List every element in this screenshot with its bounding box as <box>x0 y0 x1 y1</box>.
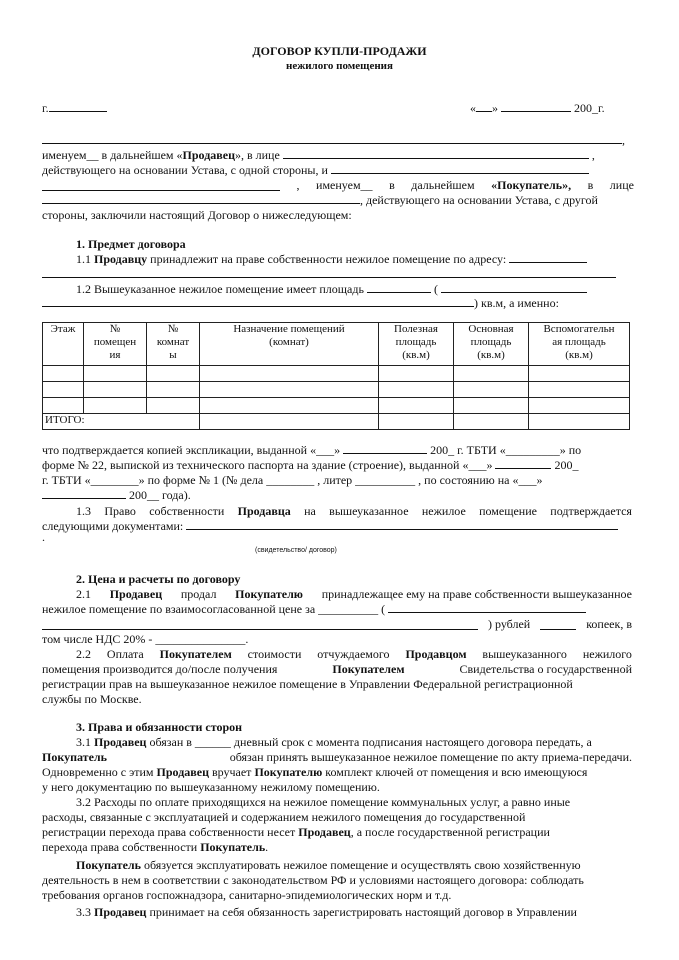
buyer-term: Покупателем <box>332 662 405 676</box>
table-row <box>43 382 630 398</box>
clause-text: вручает <box>211 765 252 779</box>
clause-text: форме № 22, выпиской из технического паспорта на здание (строение), выданной «___» <box>42 458 493 472</box>
section-2-heading: 2. Цена и расчеты по договору <box>76 572 241 586</box>
preamble-text: , действующего на основании Устава, с другой <box>360 193 598 207</box>
clause-2-2-line-4: службы по Москве. <box>42 692 142 706</box>
clause-number: 1.3 <box>76 504 91 518</box>
clause-2-1-line-3 <box>42 617 632 632</box>
buyer-obligation-line-3: требования органов госпожнадзора, санитарно-эпидемиологических норм и т.д. <box>42 888 452 902</box>
seller-term: Продавец <box>94 905 147 919</box>
buyer-name-blank-2 <box>42 180 280 191</box>
clause-2-1 <box>76 587 632 602</box>
clause-number: 2.1 <box>76 587 91 601</box>
header-purpose <box>200 323 379 366</box>
header-text: (кв.м) <box>565 349 593 361</box>
seller-term: Продавцу <box>94 252 148 266</box>
seller-term: Продавец <box>156 765 209 779</box>
seller-term: Продавца <box>237 504 291 518</box>
document-title: ДОГОВОР КУПЛИ-ПРОДАЖИ <box>252 44 427 58</box>
area-words-blank-2 <box>42 296 474 307</box>
header-useful-area <box>379 323 454 366</box>
header-text: площадь <box>395 336 437 348</box>
clause-word: стоимости <box>247 647 302 661</box>
clause-3-2: 3.2 Расходы по оплате приходящихся на нежилое помещение коммунальных услуг, а равно иные <box>76 795 571 809</box>
preamble-comma: , <box>622 133 625 147</box>
clause-text: 200__ года). <box>129 488 191 502</box>
clause-text: нежилое помещение по взаимосогласованной цене за __________ ( <box>42 602 386 616</box>
buyer-term: Покупатель <box>200 840 266 854</box>
clause-text: ) кв.м, а именно: <box>474 296 559 310</box>
preamble-word: дальнейшем <box>411 178 475 192</box>
buyer-term: «Покупатель», <box>491 178 572 192</box>
header-text: ия <box>109 349 121 361</box>
explication-line-4 <box>42 488 191 503</box>
clause-1-1 <box>76 252 587 267</box>
clause-text: г. <box>457 443 464 457</box>
party-name-line <box>42 143 622 144</box>
seller-term: Продавцом <box>405 647 467 661</box>
clause-text: 200_ <box>430 443 455 457</box>
header-text: помещен <box>93 336 137 348</box>
header-text: (комнат) <box>269 336 309 348</box>
preamble-line-4 <box>42 178 634 193</box>
header-text: Полезная <box>394 323 438 335</box>
date-month-blank <box>501 101 571 112</box>
clause-word: собственности <box>149 504 225 518</box>
clause-text: ТБТИ «_________» по <box>466 443 582 457</box>
kopecks-blank <box>540 619 576 630</box>
clause-text: Одновременно с этим <box>42 765 154 779</box>
header-text: Этаж <box>50 323 76 335</box>
clause-text: ) рублей <box>487 617 531 631</box>
clause-text: обязан в ______ дневный срок с момента подписания настоящего договора передать, а <box>149 735 592 749</box>
seller-term: Продавец <box>298 825 351 839</box>
date-day-blank <box>476 101 492 112</box>
explication-line-3: г. ТБТИ «________» по форме № 1 (№ дела ________ , литер __________ , по состоянию на «___» <box>42 473 543 487</box>
clause-2-2-line-3: регистрации прав на вышеуказанное нежилое помещение в Управлении Федеральной регистрационной <box>42 677 573 691</box>
document-subtitle: нежилого помещения <box>286 60 393 72</box>
buyer-name-blank <box>331 163 589 174</box>
clause-text: принадлежащее ему на праве собственности вышеуказанное <box>321 587 632 601</box>
buyer-term: Покупатель <box>42 750 107 764</box>
clause-3-2-line-3 <box>42 825 550 840</box>
clause-3-1 <box>76 735 592 750</box>
clause-text: обязан принять вышеуказанное нежилое помещение по акту приема-передачи. <box>229 750 632 764</box>
explication-line-2 <box>42 458 578 473</box>
buyer-term: Покупателем <box>159 647 232 661</box>
table-total-row <box>43 414 630 430</box>
preamble-text: действующего на основании Устава, с одной стороны, и <box>42 163 328 177</box>
clause-2-1-line-2 <box>42 602 586 617</box>
clause-text: перехода права собственности <box>42 840 198 854</box>
table-row <box>43 366 630 382</box>
clause-1-3 <box>76 504 632 519</box>
buyer-rep-blank <box>42 193 360 204</box>
clause-text: регистрации перехода права собственности несет <box>42 825 296 839</box>
buyer-term: Покупатель <box>76 858 141 872</box>
address-line <box>42 277 616 278</box>
clause-number: 3.3 <box>76 905 91 919</box>
seller-term: Продавец <box>182 148 235 162</box>
state-date-blank <box>42 488 126 499</box>
clause-2-1-line-4: том числе НДС 20% - _______________. <box>42 632 249 646</box>
header-text: (кв.м) <box>402 349 430 361</box>
header-text: комнат <box>156 336 190 348</box>
total-label: ИТОГО: <box>43 414 200 430</box>
clause-1-3-line-2 <box>42 519 618 534</box>
table-header-row <box>43 323 630 366</box>
clause-word: Оплата <box>106 647 144 661</box>
passport-date-blank <box>495 458 551 469</box>
clause-text: копеек, в <box>586 617 632 631</box>
clause-text: Свидетельства о государственной <box>459 662 632 676</box>
clause-text: принадлежит на праве собственности нежилое помещение по адресу: <box>150 252 507 266</box>
city-prefix: г. <box>42 101 49 115</box>
documents-dot: . <box>42 530 45 544</box>
city-blank <box>49 101 107 112</box>
price-words-blank <box>388 602 586 613</box>
clause-text: комплект ключей от помещения и всю имеющуюся <box>325 765 588 779</box>
section-1-heading: 1. Предмет договора <box>76 237 186 251</box>
rooms-table <box>42 322 630 430</box>
clause-number: 1.1 <box>76 252 91 266</box>
explication-date-blank <box>343 443 427 454</box>
area-blank <box>367 282 431 293</box>
clause-word: отчуждаемого <box>317 647 390 661</box>
clause-word: вышеуказанного <box>482 647 567 661</box>
buyer-term: Покупателю <box>254 765 323 779</box>
preamble-word: в <box>587 178 594 192</box>
seller-term: Продавец <box>94 735 147 749</box>
date-year: 200_г. <box>574 101 605 115</box>
area-words-blank <box>441 282 587 293</box>
documents-note: (свидетельство/ договор) <box>255 547 337 554</box>
header-premise-no <box>84 323 147 366</box>
clause-text: 200_ <box>554 458 579 472</box>
header-text: Основная <box>468 323 514 335</box>
preamble-text: именуем__ в дальнейшем « <box>42 148 183 162</box>
clause-text: , а после государственной регистрации <box>350 825 550 839</box>
header-text: ы <box>169 349 177 361</box>
buyer-obligation-line-2: деятельность в нем в соответствии с законодательством РФ и условиями настоящего договора: соблюдать <box>42 873 584 887</box>
clause-3-1-line-2 <box>42 750 632 765</box>
clause-2-2-line-2 <box>42 662 632 677</box>
clause-word: продал <box>180 587 217 601</box>
clause-3-1-line-4: у него документацию по вышеуказанному нежилому помещению. <box>42 780 380 794</box>
preamble-word: , <box>296 178 300 192</box>
clause-word: помещение <box>479 504 537 518</box>
header-text: ая площадь <box>552 336 606 348</box>
clause-3-2-line-2: расходы, связанные с эксплуатацией и содержанием нежилого помещения до государственной <box>42 810 526 824</box>
clause-word: нежилое <box>421 504 466 518</box>
preamble-word: лице <box>609 178 634 192</box>
header-text: (кв.м) <box>477 349 505 361</box>
header-text: № <box>109 323 121 335</box>
clause-text: принимает на себя обязанность зарегистрировать настоящий договор в Управлении <box>149 905 577 919</box>
clause-word: Право <box>104 504 136 518</box>
address-blank <box>509 252 587 263</box>
clause-word: на <box>304 504 316 518</box>
clause-text: 1.2 Вышеуказанное нежилое помещение имеет площадь <box>76 282 364 296</box>
clause-3-3 <box>76 905 577 920</box>
header-text: Назначение помещений <box>233 323 345 335</box>
price-words-blank-2 <box>42 619 478 630</box>
preamble-word: в <box>389 178 395 192</box>
preamble-line-6: стороны, заключили настоящий Договор о нижеследующем: <box>42 208 352 222</box>
clause-1-2 <box>76 282 587 297</box>
clause-word: нежилого <box>582 647 632 661</box>
header-room-no <box>147 323 200 366</box>
section-3-heading: 3. Права и обязанности сторон <box>76 720 243 734</box>
header-main-area <box>454 323 529 366</box>
date-close: » <box>492 101 498 115</box>
preamble-line-2: именуем__ в дальнейшем «Продавец», в лице , <box>42 148 595 162</box>
clause-number: 2.2 <box>76 647 91 661</box>
clause-1-2-line-2 <box>42 296 559 311</box>
clause-text: обязуется эксплуатировать нежилое помещение и осуществлять свою хозяйственную <box>143 858 581 872</box>
header-text: № <box>167 323 179 335</box>
clause-text: . <box>265 840 269 854</box>
seller-rep-blank <box>283 148 589 159</box>
header-floor <box>43 323 84 366</box>
clause-number: 3.1 <box>76 735 91 749</box>
buyer-term: Покупателю <box>235 587 303 601</box>
preamble-line-3 <box>42 163 589 178</box>
date-open: « <box>470 101 476 115</box>
header-text: Вспомогательн <box>543 323 615 335</box>
clause-2-2 <box>76 647 632 662</box>
clause-text: следующими документами: <box>42 519 184 533</box>
explication-line-1 <box>42 443 581 458</box>
date-line <box>470 101 605 116</box>
preamble-line-5 <box>42 193 598 208</box>
seller-term: Продавец <box>109 587 163 601</box>
clause-3-2-line-4 <box>42 840 268 855</box>
clause-text: помещения производится до/после получения <box>42 662 278 676</box>
header-text: площадь <box>470 336 512 348</box>
preamble-text: », в лице <box>234 148 280 162</box>
documents-blank <box>186 519 618 530</box>
preamble-word: именуем__ <box>316 178 373 192</box>
header-aux-area <box>529 323 630 366</box>
buyer-obligation <box>76 858 581 873</box>
clause-text: ( <box>433 282 438 296</box>
city-line <box>42 101 107 116</box>
clause-word: вышеуказанное <box>329 504 409 518</box>
clause-3-1-line-3 <box>42 765 587 780</box>
table-row <box>43 398 630 414</box>
clause-text: что подтверждается копией экспликации, выданной «___» <box>42 443 341 457</box>
clause-word: подтверждается <box>550 504 632 518</box>
